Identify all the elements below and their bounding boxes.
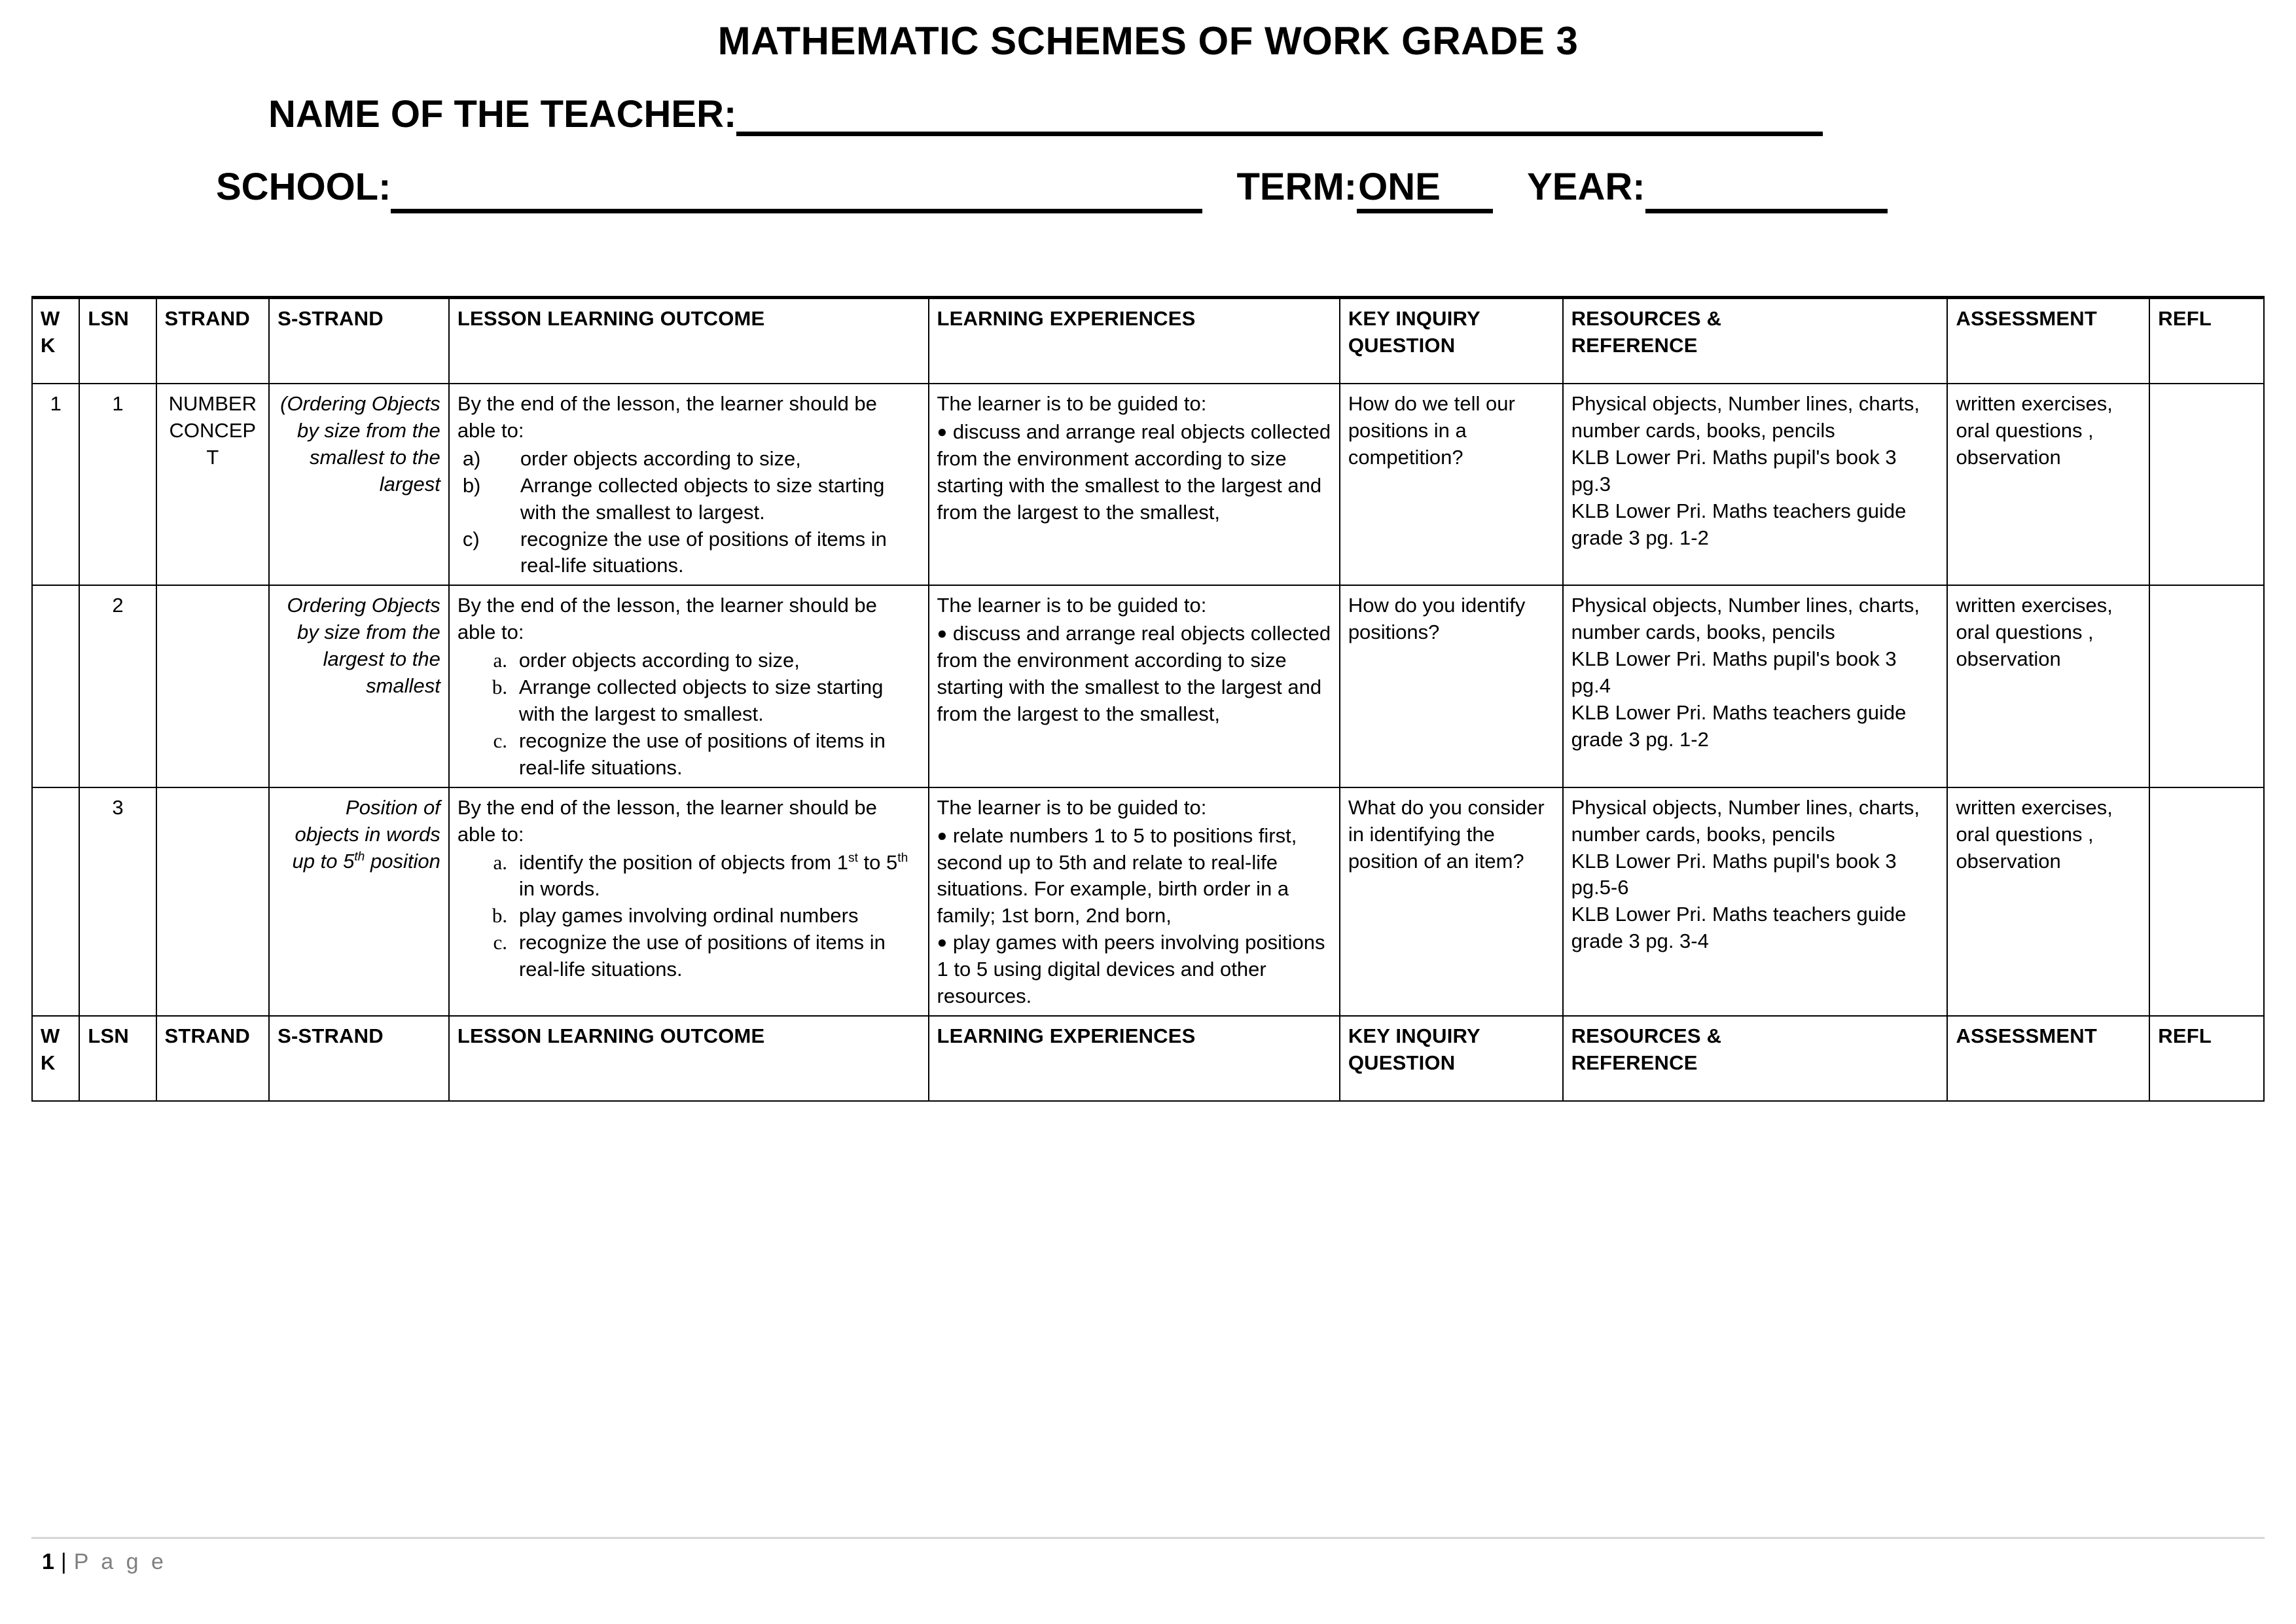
footer-cell-lesson-learning-outcome: LESSON LEARNING OUTCOME	[449, 1016, 929, 1101]
school-term-year-line	[0, 165, 2296, 213]
header-kiq-line2: QUESTION	[1348, 333, 1456, 357]
footer-wk-line1: W	[41, 1024, 60, 1047]
experience-bullet: ● discuss and arrange real objects collected from the environment according to size starting with the smallest to the largest and from the largest to the smallest,	[937, 420, 1331, 524]
cell-reflection[interactable]	[2149, 585, 2264, 787]
header-res-line2: REFERENCE	[1571, 333, 1698, 357]
cell-lesson-number: 3	[79, 787, 156, 1016]
header-cell-refl: REFL	[2149, 298, 2264, 384]
header-cell-assessment: ASSESSMENT	[1947, 298, 2149, 384]
bullet-dot-icon: ●	[937, 932, 948, 952]
bullet-dot-icon: ●	[937, 421, 948, 441]
header-cell-resources-reference	[1563, 298, 1948, 384]
table-footer-row	[32, 1016, 2264, 1101]
outcome-list	[457, 850, 920, 984]
cell-reflection[interactable]	[2149, 787, 2264, 1016]
cell-week: 1	[32, 384, 79, 585]
footer-cell-strand: STRAND	[156, 1016, 270, 1101]
cell-reflection[interactable]	[2149, 384, 2264, 585]
cell-learning-experiences	[929, 787, 1340, 1016]
teacher-name-line	[0, 92, 2296, 136]
experience-bullet: ● play games with peers involving positions 1 to 5 using digital devices and other resources.	[937, 931, 1325, 1008]
cell-resources-reference	[1563, 384, 1948, 585]
resource-line: KLB Lower Pri. Maths pupil's book 3 pg.5-6	[1571, 849, 1897, 899]
experience-lead-in: The learner is to be guided to:	[937, 392, 1207, 415]
resource-line: KLB Lower Pri. Maths teachers guide grade 3 pg. 3-4	[1571, 903, 1907, 953]
footer-cell-assessment: ASSESSMENT	[1947, 1016, 2149, 1101]
experience-lead-in: The learner is to be guided to:	[937, 594, 1207, 617]
table-footer	[32, 1016, 2264, 1101]
outcome-item-marker: c)	[462, 527, 480, 550]
header-cell-lesson-learning-outcome: LESSON LEARNING OUTCOME	[449, 298, 929, 384]
outcome-item: b. Arrange collected objects to size starting with the largest to smallest.	[512, 674, 920, 728]
school-label: SCHOOL:	[216, 166, 391, 208]
footer-res-line2: REFERENCE	[1571, 1051, 1698, 1074]
cell-lesson-learning-outcome	[449, 585, 929, 787]
footer-cell-learning-experiences: LEARNING EXPERIENCES	[929, 1016, 1340, 1101]
outcome-list	[457, 446, 920, 580]
page-title: MATHEMATIC SCHEMES OF WORK GRADE 3	[717, 19, 1579, 63]
table-header	[32, 298, 2264, 384]
cell-lesson-learning-outcome	[449, 384, 929, 585]
page-number-label	[42, 1549, 2296, 1575]
header-kiq-line1: KEY INQUIRY	[1348, 307, 1480, 330]
bullet-dot-icon: ●	[937, 623, 948, 643]
outcome-item-marker: a)	[462, 446, 481, 470]
header-cell-key-inquiry-question	[1340, 298, 1563, 384]
footer-kiq-line1: KEY INQUIRY	[1348, 1024, 1480, 1047]
outcome-lead-in: By the end of the lesson, the learner should be able to:	[457, 795, 877, 846]
cell-resources-reference	[1563, 787, 1948, 1016]
cell-strand: NUMBER CONCEPT	[156, 384, 270, 585]
page-footer	[0, 1537, 2296, 1575]
cell-learning-experiences	[929, 384, 1340, 585]
footer-wk-line2: K	[41, 1051, 56, 1074]
cell-lesson-learning-outcome	[449, 787, 929, 1016]
resource-line: KLB Lower Pri. Maths teachers guide grade 3 pg. 1-2	[1571, 700, 1907, 751]
cell-key-inquiry-question: How do we tell our positions in a competition?	[1340, 384, 1563, 585]
table-header-row	[32, 298, 2264, 384]
cell-week	[32, 585, 79, 787]
footer-cell-key-inquiry-question	[1340, 1016, 1563, 1101]
table-row	[32, 384, 2264, 585]
page-number: 1	[42, 1549, 54, 1574]
resource-line: KLB Lower Pri. Maths pupil's book 3 pg.3	[1571, 445, 1897, 496]
footer-cell-resources-reference	[1563, 1016, 1948, 1101]
header-cell-lsn: LSN	[79, 298, 156, 384]
cell-key-inquiry-question: How do you identify positions?	[1340, 585, 1563, 787]
outcome-item: c. recognize the use of positions of items in real-life situations.	[512, 929, 920, 983]
table-body	[32, 384, 2264, 1016]
resource-line: KLB Lower Pri. Maths teachers guide grade 3 pg. 1-2	[1571, 499, 1907, 549]
cell-strand	[156, 585, 270, 787]
resource-line: KLB Lower Pri. Maths pupil's book 3 pg.4	[1571, 647, 1897, 698]
cell-strand	[156, 787, 270, 1016]
school-field[interactable]	[391, 175, 1202, 213]
cell-assessment: written exercises, oral questions , observation	[1947, 384, 2149, 585]
footer-res-line1: RESOURCES &	[1571, 1024, 1722, 1047]
header-cell-learning-experiences: LEARNING EXPERIENCES	[929, 298, 1340, 384]
table-row	[32, 585, 2264, 787]
teacher-name-label: NAME OF THE TEACHER:	[268, 93, 737, 135]
cell-lesson-number: 1	[79, 384, 156, 585]
footer-kiq-line2: QUESTION	[1348, 1051, 1456, 1074]
footer-cell-wk	[32, 1016, 79, 1101]
cell-assessment: written exercises, oral questions , observation	[1947, 787, 2149, 1016]
outcome-lead-in: By the end of the lesson, the learner should be able to:	[457, 392, 877, 442]
resource-line: Physical objects, Number lines, charts, number cards, books, pencils	[1571, 392, 1920, 442]
cell-week	[32, 787, 79, 1016]
outcome-item-marker: b)	[462, 473, 481, 497]
outcome-item: b. play games involving ordinal numbers	[512, 903, 920, 929]
outcome-lead-in: By the end of the lesson, the learner should be able to:	[457, 594, 877, 644]
table-row	[32, 787, 2264, 1016]
page-word: P a g e	[73, 1549, 167, 1574]
outcome-item: c) recognize the use of positions of items in real-life situations.	[462, 527, 887, 577]
term-label: TERM:	[1236, 166, 1357, 208]
outcome-item: b) Arrange collected objects to size starting with the smallest to largest.	[462, 473, 885, 524]
footer-cell-refl: REFL	[2149, 1016, 2264, 1101]
outcome-item: a. identify the position of objects from 1st to 5th in words.	[512, 850, 920, 903]
header-cell-strand: STRAND	[156, 298, 270, 384]
footer-cell-lsn: LSN	[79, 1016, 156, 1101]
header-wk-line1: W	[41, 307, 60, 330]
cell-resources-reference	[1563, 585, 1948, 787]
experience-bullet: ● discuss and arrange real objects collected from the environment according to size starting with the smallest to the largest and from the largest to the smallest,	[937, 622, 1331, 725]
cell-sub-strand: (Ordering Objects by size from the smallest to the largest	[269, 384, 449, 585]
year-field[interactable]	[1645, 175, 1888, 213]
outcome-list	[457, 647, 920, 782]
year-label: YEAR:	[1527, 166, 1645, 208]
schemes-of-work-table	[31, 296, 2265, 1102]
cell-sub-strand: Position of objects in words up to 5th position	[269, 787, 449, 1016]
outcome-item: a) order objects according to size,	[457, 446, 920, 473]
experience-lead-in: The learner is to be guided to:	[937, 795, 1207, 819]
header-cell-sstrand: S-STRAND	[269, 298, 449, 384]
experience-bullet: ● relate numbers 1 to 5 to positions first, second up to 5th and relate to real-life situations. For example, birth order in a family; 1st born, 2nd born,	[937, 823, 1297, 928]
bullet-dot-icon: ●	[937, 825, 948, 845]
outcome-item: a. order objects according to size,	[512, 647, 920, 674]
footer-cell-sstrand: S-STRAND	[269, 1016, 449, 1101]
cell-sub-strand: Ordering Objects by size from the largest to the smallest	[269, 585, 449, 787]
page-number-separator: |	[60, 1549, 70, 1574]
cell-learning-experiences	[929, 585, 1340, 787]
cell-assessment: written exercises, oral questions , observation	[1947, 585, 2149, 787]
outcome-item: c. recognize the use of positions of items in real-life situations.	[512, 728, 920, 782]
cell-lesson-number: 2	[79, 585, 156, 787]
teacher-name-field[interactable]	[736, 98, 1823, 136]
footer-divider	[31, 1537, 2265, 1539]
resource-line: Physical objects, Number lines, charts, number cards, books, pencils	[1571, 795, 1920, 846]
resource-line: Physical objects, Number lines, charts, number cards, books, pencils	[1571, 594, 1920, 644]
header-wk-line2: K	[41, 333, 56, 357]
header-cell-wk	[32, 298, 79, 384]
term-field[interactable]: ONE	[1357, 165, 1493, 213]
cell-key-inquiry-question: What do you consider in identifying the position of an item?	[1340, 787, 1563, 1016]
header-res-line1: RESOURCES &	[1571, 307, 1722, 330]
